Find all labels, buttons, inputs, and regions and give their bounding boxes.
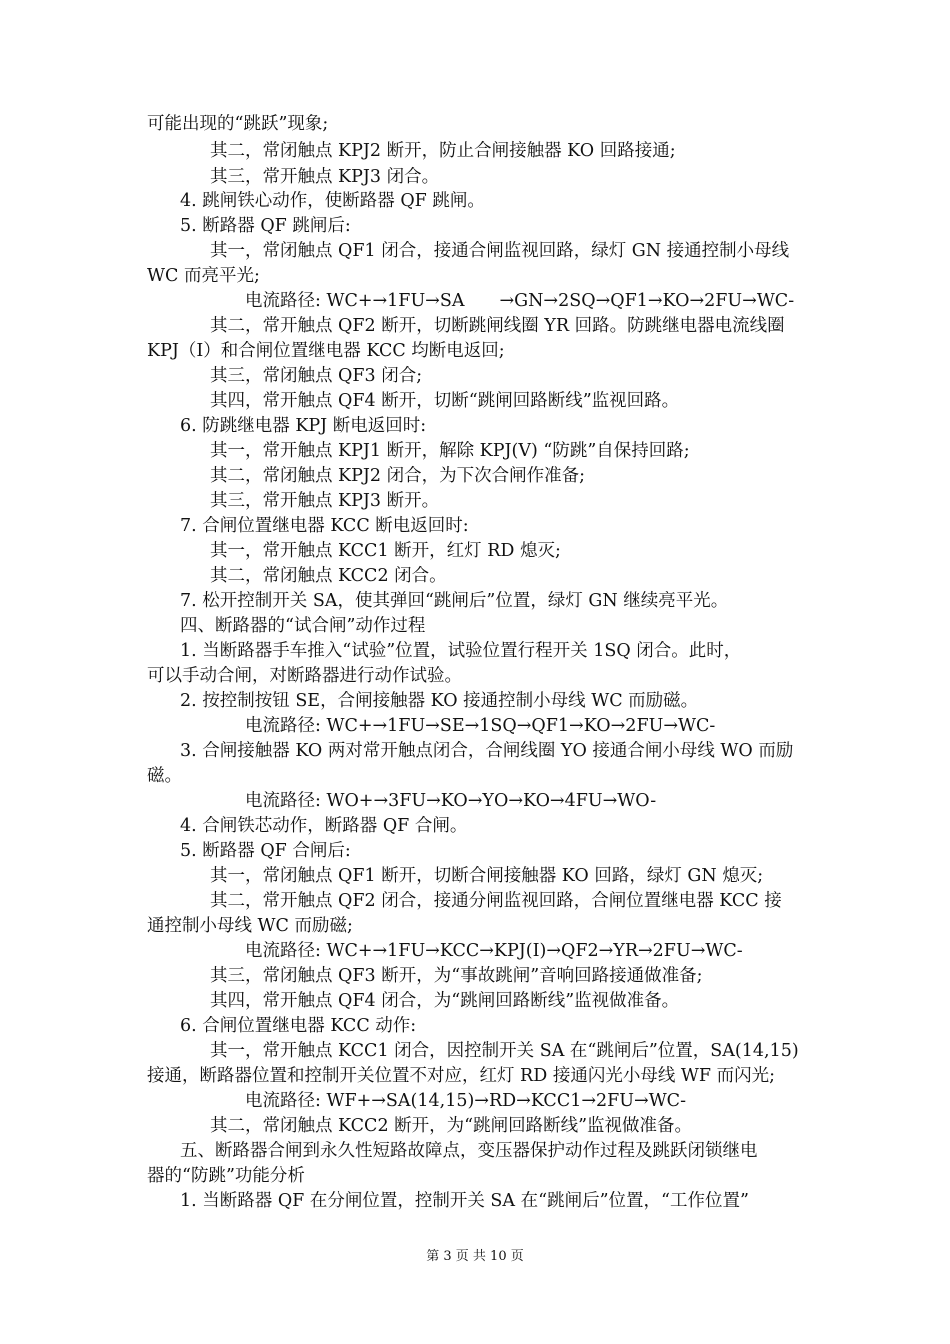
text-line: 5. 断路器 QF 合闸后: bbox=[180, 841, 351, 861]
text-line: 其三，常开触点 KPJ3 闭合。 bbox=[210, 167, 440, 187]
text-line: 接通，断路器位置和控制开关位置不对应，红灯 RD 接通闪光小母线 WF 而闪光; bbox=[147, 1066, 775, 1086]
text-line: 其一，常开触点 KCC1 断开，红灯 RD 熄灭; bbox=[210, 541, 561, 561]
text-line: 电流路径: WF+→SA(14,15)→RD→KCC1→2FU→WC- bbox=[245, 1091, 686, 1111]
text-line: 其三，常开触点 KPJ3 断开。 bbox=[210, 491, 440, 511]
text-line: 其四，常开触点 QF4 断开，切断“跳闸回路断线”监视回路。 bbox=[210, 391, 680, 411]
text-line: WC 而亮平光; bbox=[147, 266, 260, 286]
text-line: 磁。 bbox=[147, 766, 182, 786]
text-line: 6. 合闸位置继电器 KCC 动作: bbox=[180, 1016, 417, 1036]
section-heading: 五、断路器合闸到永久性短路故障点，变压器保护动作过程及跳跃闭锁继电 bbox=[180, 1141, 758, 1161]
text-line: 1. 当断路器 QF 在分闸位置，控制开关 SA 在“跳闸后”位置，“工作位置” bbox=[180, 1191, 749, 1211]
text-line: 7. 松开控制开关 SA，使其弹回“跳闸后”位置，绿灯 GN 继续亮平光。 bbox=[180, 591, 729, 611]
text-line: 7. 合闸位置继电器 KCC 断电返回时: bbox=[180, 516, 469, 536]
text-line: 可能出现的“跳跃”现象; bbox=[147, 114, 329, 134]
section-heading: 四、断路器的“试合闸”动作过程 bbox=[180, 616, 426, 636]
text-line: 其一，常闭触点 QF1 断开，切断合闸接触器 KO 回路，绿灯 GN 熄灭; bbox=[210, 866, 764, 886]
text-line: 4. 跳闸铁心动作，使断路器 QF 跳闸。 bbox=[180, 191, 485, 211]
text-line: 4. 合闸铁芯动作，断路器 QF 合闸。 bbox=[180, 816, 468, 836]
text-line: 其一，常开触点 KPJ1 断开，解除 KPJ(V) “防跳”自保持回路; bbox=[210, 441, 690, 461]
text-line: 其二，常闭触点 KCC2 断开，为“跳闸回路断线”监视做准备。 bbox=[210, 1116, 693, 1136]
text-line: 其二，常闭触点 KPJ2 闭合，为下次合闸作准备; bbox=[210, 466, 586, 486]
text-line: 电流路径: WC+→1FU→SE→1SQ→QF1→KO→2FU→WC- bbox=[245, 716, 716, 736]
text-line: 5. 断路器 QF 跳闸后: bbox=[180, 216, 351, 236]
text-line: 1. 当断路器手车推入“试验”位置，试验位置行程开关 1SQ 闭合。此时， bbox=[180, 641, 742, 661]
text-line: 可以手动合闸，对断路器进行动作试验。 bbox=[147, 666, 462, 686]
text-line: 电流路径: WO+→3FU→KO→YO→KO→4FU→WO- bbox=[245, 791, 657, 811]
text-line: 6. 防跳继电器 KPJ 断电返回时: bbox=[180, 416, 427, 436]
text-line: 电流路径: WC+→1FU→SA →GN→2SQ→QF1→KO→2FU→WC- bbox=[245, 291, 795, 311]
text-line: 其二，常开触点 QF2 断开，切断跳闸线圈 YR 回路。防跳继电器电流线圈 bbox=[210, 316, 785, 336]
text-line: 其四，常开触点 QF4 闭合，为“跳闸回路断线”监视做准备。 bbox=[210, 991, 680, 1011]
text-line: 其一，常开触点 KCC1 闭合，因控制开关 SA 在“跳闸后”位置，SA(14,15) bbox=[210, 1041, 799, 1061]
text-line: 其三，常闭触点 QF3 断开，为“事故跳闸”音响回路接通做准备; bbox=[210, 966, 703, 986]
text-line: 器的“防跳”功能分析 bbox=[147, 1166, 305, 1186]
text-line: 其二，常闭触点 KCC2 闭合。 bbox=[210, 566, 447, 586]
text-line: 3. 合闸接触器 KO 两对常开触点闭合，合闸线圈 YO 接通合闸小母线 WO 而励 bbox=[180, 741, 794, 761]
page-number: 第 3 页 共 10 页 bbox=[426, 1249, 524, 1264]
text-line: 2. 按控制按钮 SE，合闸接触器 KO 接通控制小母线 WC 而励磁。 bbox=[180, 691, 699, 711]
text-line: 其二，常闭触点 KPJ2 断开，防止合闸接触器 KO 回路接通; bbox=[210, 141, 676, 161]
text-line: 其三，常闭触点 QF3 闭合; bbox=[210, 366, 423, 386]
text-line: 电流路径: WC+→1FU→KCC→KPJ(I)→QF2→YR→2FU→WC- bbox=[245, 941, 743, 961]
text-line: KPJ（I）和合闸位置继电器 KCC 均断电返回; bbox=[147, 341, 505, 361]
text-line: 其二，常开触点 QF2 闭合，接通分闸监视回路，合闸位置继电器 KCC 接 bbox=[210, 891, 782, 911]
text-line: 其一，常闭触点 QF1 闭合，接通合闸监视回路，绿灯 GN 接通控制小母线 bbox=[210, 241, 790, 261]
text-line: 通控制小母线 WC 而励磁; bbox=[147, 916, 353, 936]
